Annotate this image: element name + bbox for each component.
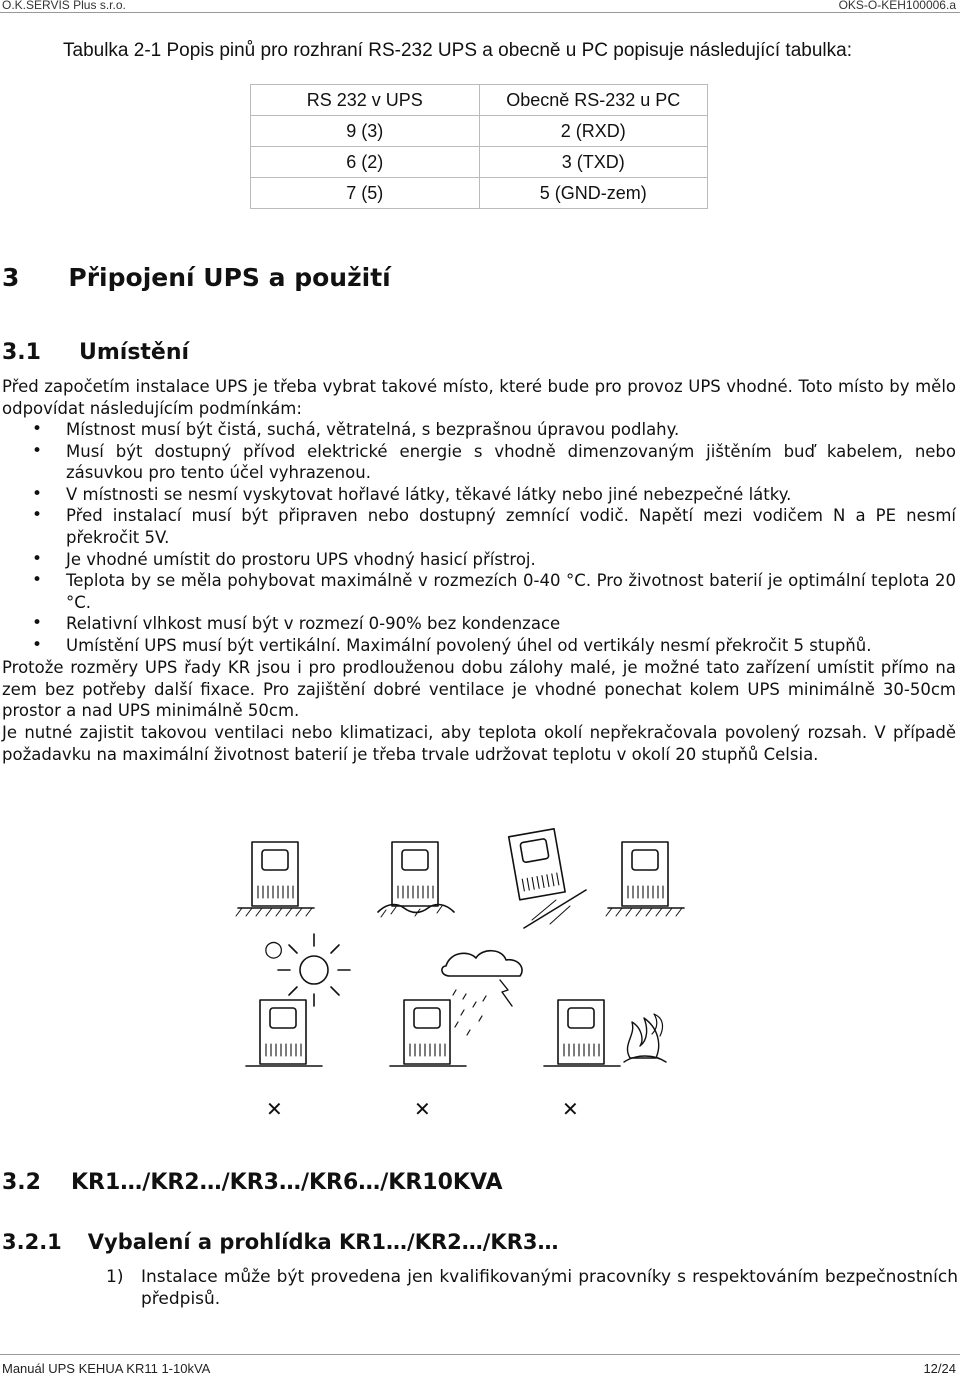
ups-on-uneven-ground-icon bbox=[378, 842, 454, 917]
table-header-cell: RS 232 v UPS bbox=[251, 85, 480, 116]
list-item: • Teplota by se měla pohybovat maximálně v rozmezích 0-40 °C. Pro životnost baterií je optimální teplota 20 °C. bbox=[0, 570, 956, 613]
section-number: 3.2 bbox=[2, 1170, 41, 1195]
ups-near-fire-icon bbox=[544, 1000, 620, 1066]
placement-illustration bbox=[220, 820, 720, 1125]
fire-icon bbox=[624, 1014, 666, 1062]
ups-on-floor-icon bbox=[236, 842, 314, 916]
table-header-cell: Obecně RS-232 u PC bbox=[479, 85, 708, 116]
section-number: 3.2.1 bbox=[2, 1230, 62, 1254]
section-number: 3 bbox=[2, 263, 20, 292]
list-item: • Místnost musí být čistá, suchá, větratelná, s bezprašnou úpravou podlahy. bbox=[0, 419, 956, 441]
bad-mark-icon: ✕ bbox=[562, 1097, 579, 1121]
table-caption: Tabulka 2-1 Popis pinů pro rozhraní RS-232 UPS a obecně u PC popisuje následující tabulka: bbox=[63, 40, 852, 61]
section-3-2-1-heading bbox=[2, 1230, 558, 1254]
installation-step-1 bbox=[106, 1266, 958, 1310]
step-number: 1) bbox=[106, 1267, 124, 1287]
step-text: Instalace může být provedena jen kvalifikovanými pracovníky s respektováním bezpečnostních předpisů. bbox=[141, 1267, 958, 1309]
ventilation-paragraph: Je nutné zajistit takovou ventilaci nebo klimatizaci, aby teplota okolí nepřekračovala povolený rozsah. V případě požadavku na maximální životnost baterií je třeba trvale udržovat teplotu v okolí 20 stupňů Celsia. bbox=[2, 723, 956, 764]
list-item: • Před instalací musí být připraven nebo dostupný zemnící vodič. Napětí mezi vodičem N a PE nesmí překročit 5V. bbox=[0, 505, 956, 548]
header-company: O.K.SERVIS Plus s.r.o. bbox=[2, 0, 126, 12]
ups-tilted-icon bbox=[509, 829, 586, 928]
list-item: • Umístění UPS musí být vertikální. Maximální povolený úhel od vertikály nesmí překročit 5 stupňů. bbox=[0, 635, 956, 657]
table-header-row bbox=[251, 85, 708, 116]
ups-on-wall-bracket-icon bbox=[606, 842, 684, 916]
table-cell: 6 (2) bbox=[251, 147, 480, 178]
section-title: Umístění bbox=[78, 340, 190, 365]
section-3-heading bbox=[2, 263, 391, 292]
table-cell: 2 (RXD) bbox=[479, 116, 708, 147]
header-doc-id: OKS-O-KEH100006.a bbox=[838, 0, 956, 12]
ok-mark-icon: ○ bbox=[264, 937, 284, 962]
section-3-2-heading bbox=[2, 1170, 503, 1195]
section-3-1-heading bbox=[2, 340, 189, 365]
section-title: Připojení UPS a použití bbox=[68, 263, 391, 292]
table-cell: 5 (GND-zem) bbox=[479, 178, 708, 209]
list-item: • Musí být dostupný přívod elektrické energie s vhodně dimenzovaným jištěním buď kabelem, nebo zásuvkou pro tento účel vyhrazenou. bbox=[0, 441, 956, 484]
sun-icon bbox=[278, 934, 350, 1006]
list-item: • V místnosti se nesmí vyskytovat hořlavé látky, těkavé látky nebo jiné nebezpečné látky. bbox=[0, 484, 956, 506]
section-title: Vybalení a prohlídka KR1…/KR2…/KR3… bbox=[87, 1230, 559, 1254]
page-number: 12/24 bbox=[923, 1361, 956, 1376]
ups-in-sun-icon bbox=[246, 1000, 322, 1066]
section-number: 3.1 bbox=[2, 340, 41, 365]
page-footer bbox=[0, 1354, 960, 1376]
table-cell: 9 (3) bbox=[251, 116, 480, 147]
section-title: KR1…/KR2…/KR3…/KR6…/KR10KVA bbox=[70, 1170, 503, 1195]
bad-mark-icon: ✕ bbox=[266, 1097, 283, 1121]
page-header bbox=[0, 0, 960, 13]
table-cell: 7 (5) bbox=[251, 178, 480, 209]
ups-in-rain-icon bbox=[390, 1000, 466, 1066]
list-item: • Je vhodné umístit do prostoru UPS vhodný hasicí přístroj. bbox=[0, 549, 956, 571]
intro-paragraph: Před započetím instalace UPS je třeba vybrat takové místo, které bude pro provoz UPS vhodné. Toto místo by mělo odpovídat následujícím podmínkám: bbox=[2, 377, 956, 418]
table-cell: 3 (TXD) bbox=[479, 147, 708, 178]
table-row bbox=[251, 178, 708, 209]
footer-manual-title: Manuál UPS KEHUA KR11 1-10kVA bbox=[2, 1361, 211, 1376]
bad-mark-icon: ✕ bbox=[414, 1097, 431, 1121]
pin-table bbox=[250, 84, 708, 209]
conditions-list bbox=[0, 419, 956, 657]
table-row bbox=[251, 116, 708, 147]
list-item: • Relativní vlhkost musí být v rozmezí 0-90% bez kondenzace bbox=[0, 613, 956, 635]
placement-paragraph: Protože rozměry UPS řady KR jsou i pro prodlouženou dobu zálohy malé, je možné tato zařízení umístit přímo na zem bez potřeby další fixace. Pro zajištění dobré ventilace je vhodné ponechat kolem UPS minimálně 30-50cm prostor a nad UPS minimálně 50cm. bbox=[2, 658, 956, 721]
rain-cloud-icon bbox=[441, 951, 522, 1041]
table-row bbox=[251, 147, 708, 178]
